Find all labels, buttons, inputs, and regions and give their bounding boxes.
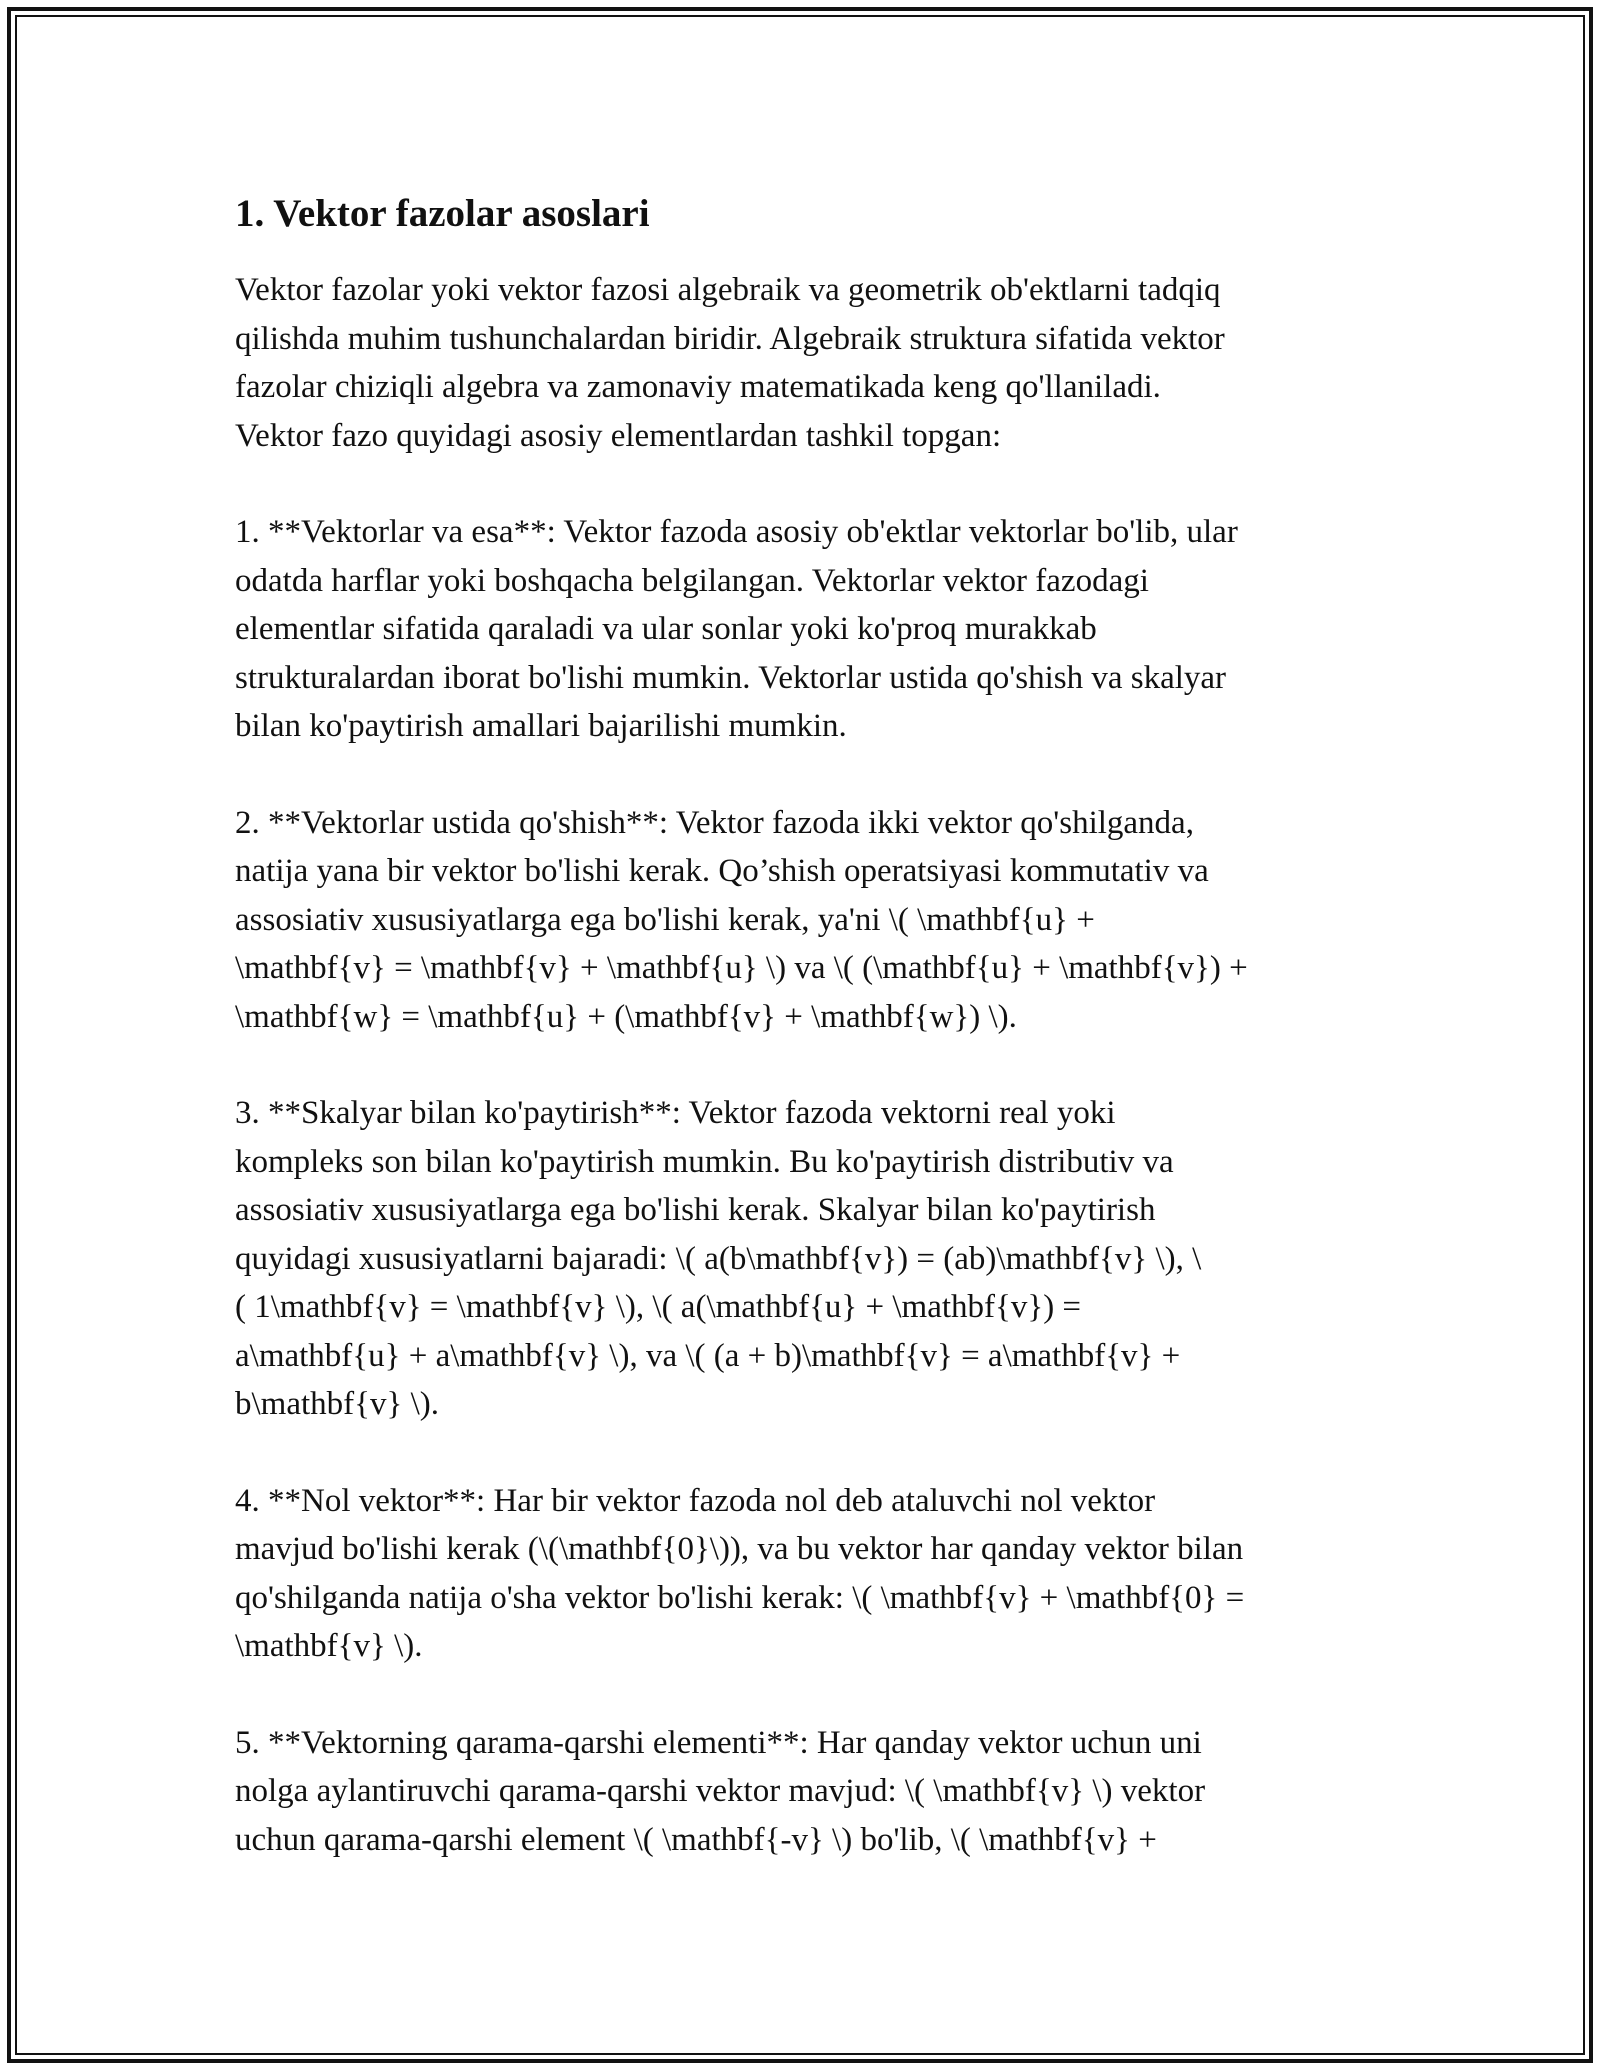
item-vectors-paragraph: 1. **Vektorlar va esa**: Vektor fazoda asosiy ob'ektlar vektorlar bo'lib, ular odatda harflar yoki boshqacha belgilangan. Vektorlar vektor fazodagi elementlar sifatida qaraladi va ular sonlar yoki ko'proq murakkab strukturalardan iborat bo'lishi mumkin. Vektorlar ustida qo'shish va skalyar bilan ko'paytirish amallari bajarilishi mumkin. [235,514,1238,744]
document-body [235,190,1375,1912]
item-addition-paragraph: 2. **Vektorlar ustida qo'shish**: Vektor fazoda ikki vektor qo'shilganda, natija yana bir vektor bo'lishi kerak. Qo’shish operatsiyasi kommutativ va assosiativ xususiyatlarga ega bo'lishi kerak, ya'ni \( \mathbf{u} + \mathbf{v} = \mathbf{v} + \mathbf{u} \) va \( (\mathbf{u} + \mathbf{v}) + \mathbf{w} = \mathbf{u} + (\mathbf{v} + \mathbf{w}) \). [235,804,1248,1035]
section-title: 1. Vektor fazolar asoslari [235,192,650,235]
item-scalar-multiplication-paragraph: 3. **Skalyar bilan ko'paytirish**: Vektor fazoda vektorni real yoki kompleks son bilan ko'paytirish mumkin. Bu ko'paytirish distributiv va assosiativ xususiyatlarga ega bo'lishi kerak. Skalyar bilan ko'paytirish quyidagi xususiyatlarni bajaradi: \( a(b\mathbf{v}) = (ab)\mathbf{v} \), \ ( 1\mathbf{v} = \mathbf{v} \), \( a(\mathbf{u} + \mathbf{v}) = a\mathbf{u} + a\mathbf{v} \), va \( (a + b)\mathbf{v} = a\mathbf{v} + b\mathbf{v} \). [235,1095,1202,1422]
intro-paragraph: Vektor fazolar yoki vektor fazosi algebraik va geometrik ob'ektlarni tadqiq qilishda muhim tushunchalardan biridir. Algebraik struktura sifatida vektor fazolar chiziqli algebra va zamonaviy matematikada keng qo'llaniladi. Vektor fazo quyidagi asosiy elementlardan tashkil topgan: [235,272,1225,454]
item-inverse-element-paragraph: 5. **Vektorning qarama-qarshi elementi**: Har qanday vektor uchun uni nolga aylantiruvchi qarama-qarshi vektor mavjud: \( \mathbf{v} \) vektor uchun qarama-qarshi element \( \mathbf{-v} \) bo'lib, \( \mathbf{v} + [235,1724,1206,1858]
item-zero-vector-paragraph: 4. **Nol vektor**: Har bir vektor fazoda nol deb ataluvchi nol vektor mavjud bo'lishi kerak (\(\mathbf{0}\)), va bu vektor har qanday vektor bilan qo'shilganda natija o'sha vektor bo'lishi kerak: \( \mathbf{v} + \mathbf{0} = \mathbf{v} \). [235,1482,1245,1664]
